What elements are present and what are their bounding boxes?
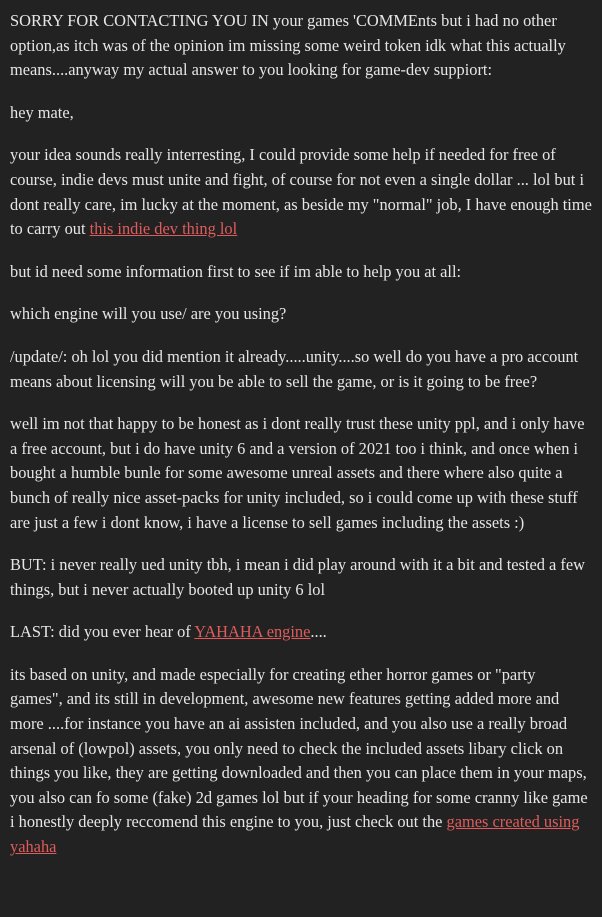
info-paragraph: but id need some information first to see if im able to help you at all: bbox=[10, 261, 462, 281]
yahaha-games-link[interactable]: games created using yahaha bbox=[10, 812, 580, 857]
last-suffix-text: .... bbox=[310, 622, 327, 642]
but-paragraph: BUT: i never really ued unity tbh, i mean i did play around with it a bit and tested a few things, but i never actually booted up unity 6 lol bbox=[10, 555, 585, 599]
idea-text: your idea sounds really interresting, I could provide some help if needed for free of course, indie devs must unite and fight, of course for not even a single dollar ... lol but i dont really care, im lucky at the moment, as beside my "normal" job, I have enough time to carry out bbox=[10, 145, 592, 239]
update-paragraph: /update/: oh lol you did mention it already.....unity....so well do you have a pro account means about licensing will you be able to sell the game, or is it going to be free? bbox=[10, 346, 579, 391]
intro-paragraph: SORRY FOR CONTACTING YOU IN your games 'COMMEnts but i had no other option,as itch was of the opinion im missing some weird token idk what this actually means....anyway my actual answer to you looking for game-dev suppiort: bbox=[10, 11, 566, 80]
last-paragraph bbox=[10, 620, 592, 645]
indie-dev-link[interactable]: this indie dev thing lol bbox=[89, 219, 238, 239]
last-prefix-text: LAST: did you ever hear of bbox=[10, 622, 195, 642]
yahaha-paragraph bbox=[10, 663, 592, 860]
yahaha-engine-link[interactable]: YAHAHA engine bbox=[194, 622, 311, 642]
unity-paragraph: well im not that happy to be honest as i dont really trust these unity ppl, and i only have a free account, but i do have unity 6 and a version of 2021 too i think, and once when i bought a humble bunle for some awesome unreal assets and there where also quite a bunch of really nice asset-packs for unity included, so i could come up with these stuff are just a few i dont know, i have a license to sell games including the assets :) bbox=[10, 414, 585, 532]
idea-paragraph bbox=[10, 143, 592, 241]
yahaha-text: its based on unity, and made especially for creating ether horror games or "party games", and its still in development, awesome new features getting added more and more ....for instance you have an ai assisten included, and you also use a really broad arsenal of (lowpol) assets, you only need to check the included assets libary click on things you like, they are getting downloaded and then you can place them in your maps, you also can fo some (fake) 2d games lol but if your heading for some cranny like game i honestly deeply reccomend this engine to you, just check out the bbox=[10, 664, 588, 832]
greeting-paragraph: hey mate, bbox=[10, 102, 74, 122]
engine-question-paragraph: which engine will you use/ are you using? bbox=[10, 304, 287, 324]
